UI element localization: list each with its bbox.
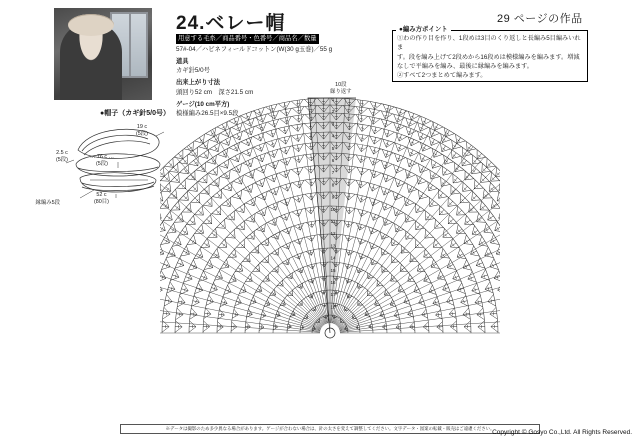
- wedge-row-number: 18: [330, 304, 336, 310]
- wedge-row-number: 3: [331, 121, 335, 127]
- schematic-label-edging: [8, 200, 60, 207]
- beret-hat-in-photo: [68, 14, 114, 36]
- wedge-row-number: 9: [331, 194, 335, 200]
- wedge-row-number: 12: [330, 231, 336, 237]
- schematic-label-crown: [136, 124, 148, 138]
- schematic-label-width: [90, 154, 114, 168]
- yarn-line: 57#-04／ハピネフィールドコットン(W(30 g玉巻)／55 g: [176, 45, 333, 53]
- wedge-row-number: 16: [330, 280, 336, 285]
- wedge-row-number: 5: [331, 145, 335, 151]
- wedge-row-number: 17: [330, 292, 336, 298]
- needle-line: カギ針5/0号: [176, 67, 210, 75]
- schematic-label-edging-text: 縁編み5段: [35, 200, 60, 206]
- point-box-title: ●編み方ポイント: [396, 25, 451, 35]
- schematic-section-label: ●帽子（カギ針5/0号）: [100, 110, 170, 117]
- point-line-1: す。段を編み上げて2段めから16段めは模様編みを編みます。増減: [397, 53, 580, 61]
- crochet-chart: [160, 88, 500, 418]
- point-line-3: ②すべて2つまとめて編みます。: [397, 72, 487, 80]
- knitting-point-box: [392, 26, 588, 82]
- repeat-note-line2: 繰り返す: [330, 89, 352, 96]
- schematic-label-width-text: … 76 c … (5段): [90, 154, 114, 167]
- model-photo: [54, 8, 152, 100]
- wedge-row-number: 2: [331, 109, 335, 115]
- wedge-row-number: 11: [330, 219, 336, 224]
- repeat-note-line1: 10段: [335, 82, 347, 88]
- wedge-row-number: 7: [331, 170, 335, 176]
- page-title: 24.ベレー帽: [176, 13, 286, 34]
- wedge-row-number: 15: [330, 267, 336, 273]
- copyright-text: Copyright © Gosyo Co.,Ltd. All Rights Reserved.: [492, 429, 632, 436]
- wedge-row-number: 1: [331, 97, 335, 102]
- schematic-label-circumference-text: 52 c (80目): [94, 192, 109, 205]
- materials-heading: 用意する毛糸／商品番号・色番号／商品名／数量: [178, 35, 317, 42]
- schematic-label-depth: [56, 150, 68, 164]
- point-line-2: なしで平編みを編み、最後に縁編みを編みます。: [397, 62, 533, 70]
- wedge-row-number: 6: [331, 158, 335, 163]
- needle-heading: 道具: [176, 57, 189, 65]
- footer-note: ※データは撮影のため多少異なる場合があります。ゲージが合わない場合は、針の太さを変えて調整してください。文字データ・図案の転載・販売はご遠慮ください。: [120, 424, 540, 434]
- schematic-label-crown-text: 19 c (5段): [136, 124, 148, 137]
- wedge-row-number: 10: [330, 206, 336, 212]
- gauge-line: 模様編み26.5目×9.5段: [176, 110, 239, 118]
- wedge-row-number: 8: [331, 182, 335, 188]
- size-line: 頭回り52 cm 深さ21.5 cm: [176, 88, 254, 96]
- schematic-label-depth-text: 2.5 c (5段): [56, 150, 68, 163]
- schematic-label-circumference: [94, 192, 109, 206]
- crochet-chart-svg: [160, 88, 500, 418]
- point-line-0: ①わの作り目を作り、1段めは3目のくり返しと長編み5目編みいれま: [397, 35, 581, 52]
- size-heading: 出来上がり寸法: [176, 79, 221, 86]
- wedge-row-number: 14: [330, 255, 336, 261]
- wedge-row-number: 13: [330, 243, 336, 249]
- page-reference: 29 ページの作品: [497, 13, 583, 25]
- wedge-row-number: 4: [331, 133, 335, 139]
- gauge-heading: ゲージ(10 cm平方): [176, 100, 230, 108]
